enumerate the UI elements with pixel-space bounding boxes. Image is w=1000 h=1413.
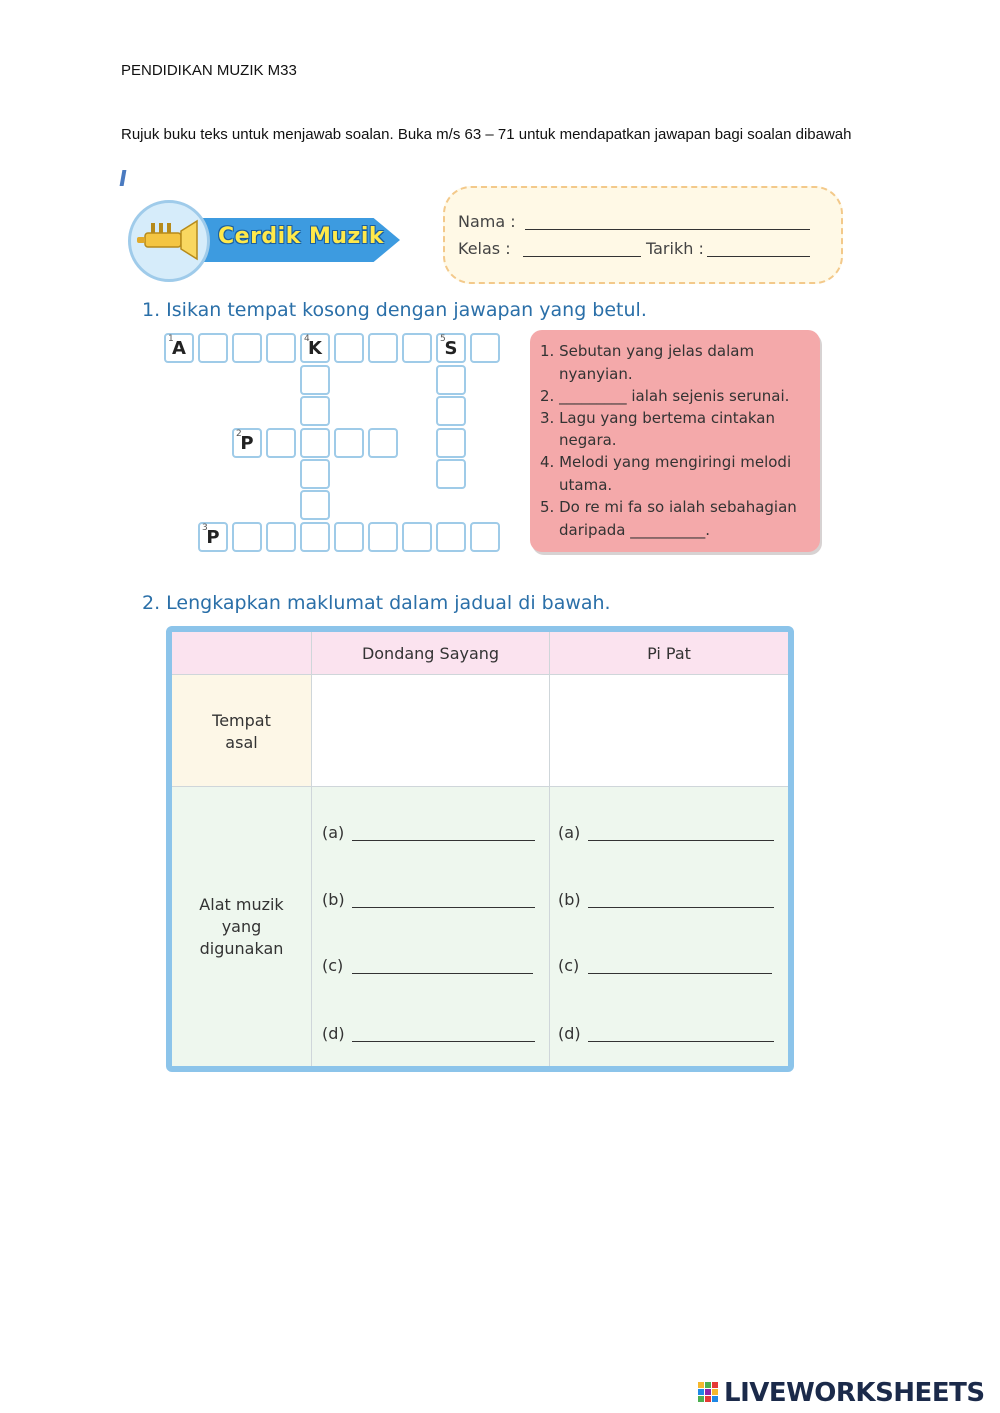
column-header [550, 632, 788, 675]
crossword-cell[interactable] [232, 522, 262, 552]
crossword-cell[interactable] [232, 333, 262, 363]
tarikh-field[interactable] [707, 256, 810, 257]
crossword-cell[interactable]: 2 P [232, 428, 262, 458]
liveworksheets-logo-icon [698, 1382, 720, 1404]
row-label-line: Alat muzik [199, 895, 284, 914]
crossword-cell[interactable] [334, 522, 364, 552]
clue-5-line1: 5. Do re mi fa so ialah sebahagian [540, 498, 797, 516]
item-label: (b) [322, 890, 345, 909]
item-label: (c) [558, 956, 580, 975]
clue-4-line1: 4. Melodi yang mengiringi melodi [540, 453, 792, 471]
item-label: (b) [558, 890, 581, 909]
q1-heading: 1. Isikan tempat kosong dengan jawapan yang betul. [142, 299, 647, 321]
alat-muzik-dondang-sayang-cell [312, 787, 550, 1066]
clue-3-line1: 3. Lagu yang bertema cintakan [540, 409, 776, 427]
row-header-alat-muzik [172, 787, 312, 1066]
tempat-asal-dondang-sayang-answer[interactable] [312, 675, 550, 787]
crossword-cell[interactable] [300, 522, 330, 552]
q2-heading: 2. Lengkapkan maklumat dalam jadual di bawah. [142, 592, 611, 614]
answer-line[interactable] [352, 907, 535, 908]
crossword-cell[interactable] [266, 522, 296, 552]
crossword-cell[interactable] [300, 428, 330, 458]
crossword-cell[interactable] [266, 333, 296, 363]
row-header-tempat-asal [172, 675, 312, 787]
item-label: (a) [558, 823, 581, 842]
crossword-cell[interactable] [300, 396, 330, 426]
kelas-field[interactable] [523, 256, 641, 257]
crossword-cell[interactable]: 1 A [164, 333, 194, 363]
crossword-cell[interactable] [368, 428, 398, 458]
crossword-cell[interactable]: 4 K [300, 333, 330, 363]
student-info-box [443, 186, 843, 284]
answer-line[interactable] [352, 973, 533, 974]
crossword-cell[interactable] [436, 396, 466, 426]
answer-line[interactable] [352, 1041, 535, 1042]
tarikh-label: Tarikh : [646, 239, 704, 258]
crossword-cell[interactable] [436, 428, 466, 458]
crossword-cell[interactable] [402, 522, 432, 552]
answer-line[interactable] [352, 840, 535, 841]
answer-line[interactable] [588, 840, 774, 841]
alat-muzik-pi-pat-cell [550, 787, 788, 1066]
clue-1-line2: nyanyian. [559, 365, 633, 383]
row-label-line: digunakan [199, 939, 284, 958]
column-header [312, 632, 550, 675]
crossword-cell[interactable] [300, 365, 330, 395]
item-label: (a) [322, 823, 345, 842]
trumpet-icon [128, 200, 210, 282]
answer-line[interactable] [588, 973, 772, 974]
nama-field[interactable] [525, 229, 810, 230]
table-corner-cell [172, 632, 312, 675]
crossword-cell[interactable] [470, 333, 500, 363]
clue-4-line2: utama. [559, 476, 613, 494]
item-label: (d) [558, 1024, 581, 1043]
crossword-cell[interactable] [368, 522, 398, 552]
crossword-cell[interactable] [266, 428, 296, 458]
liveworksheets-brand: LIVEWORKSHEETS [724, 1378, 985, 1408]
crossword-cell[interactable] [300, 459, 330, 489]
row-label-line: asal [225, 733, 258, 752]
crossword-cell[interactable] [436, 459, 466, 489]
item-label: (d) [322, 1024, 345, 1043]
column-header-dondang-sayang: Dondang Sayang [361, 644, 500, 663]
item-label: (c) [322, 956, 344, 975]
decorative-mark [120, 170, 127, 186]
page-title: PENDIDIKAN MUZIK M33 [121, 62, 297, 79]
clue-1-line1: 1. Sebutan yang jelas dalam [540, 342, 755, 360]
answer-line[interactable] [588, 907, 774, 908]
kelas-label: Kelas : [458, 239, 511, 258]
crossword-cell[interactable] [436, 522, 466, 552]
row-label-line: Tempat [212, 711, 271, 730]
instruction-text: Rujuk buku teks untuk menjawab soalan. Buka m/s 63 – 71 untuk mendapatkan jawapan bagi soalan dibawah [121, 126, 852, 143]
crossword-cell[interactable] [470, 522, 500, 552]
crossword-cell[interactable] [436, 365, 466, 395]
crossword-cell[interactable] [334, 428, 364, 458]
crossword-cell[interactable] [300, 490, 330, 520]
crossword-cell[interactable]: 3 P [198, 522, 228, 552]
answer-line[interactable] [588, 1041, 774, 1042]
clue-2: 2. _________ ialah sejenis serunai. [540, 387, 790, 405]
crossword-cell[interactable] [334, 333, 364, 363]
banner-label: Cerdik Muzik [218, 224, 385, 249]
crossword-cell[interactable] [368, 333, 398, 363]
nama-label: Nama : [458, 212, 516, 231]
crossword-cell[interactable] [402, 333, 432, 363]
column-header-pi-pat: Pi Pat [647, 644, 691, 663]
info-table [166, 626, 794, 1072]
tempat-asal-pi-pat-answer[interactable] [550, 675, 788, 787]
clue-3-line2: negara. [559, 431, 617, 449]
crossword-cell[interactable] [198, 333, 228, 363]
row-label-line: yang [221, 917, 262, 936]
clue-5-line2: daripada __________. [559, 521, 711, 539]
crossword-cell[interactable]: 5 S [436, 333, 466, 363]
